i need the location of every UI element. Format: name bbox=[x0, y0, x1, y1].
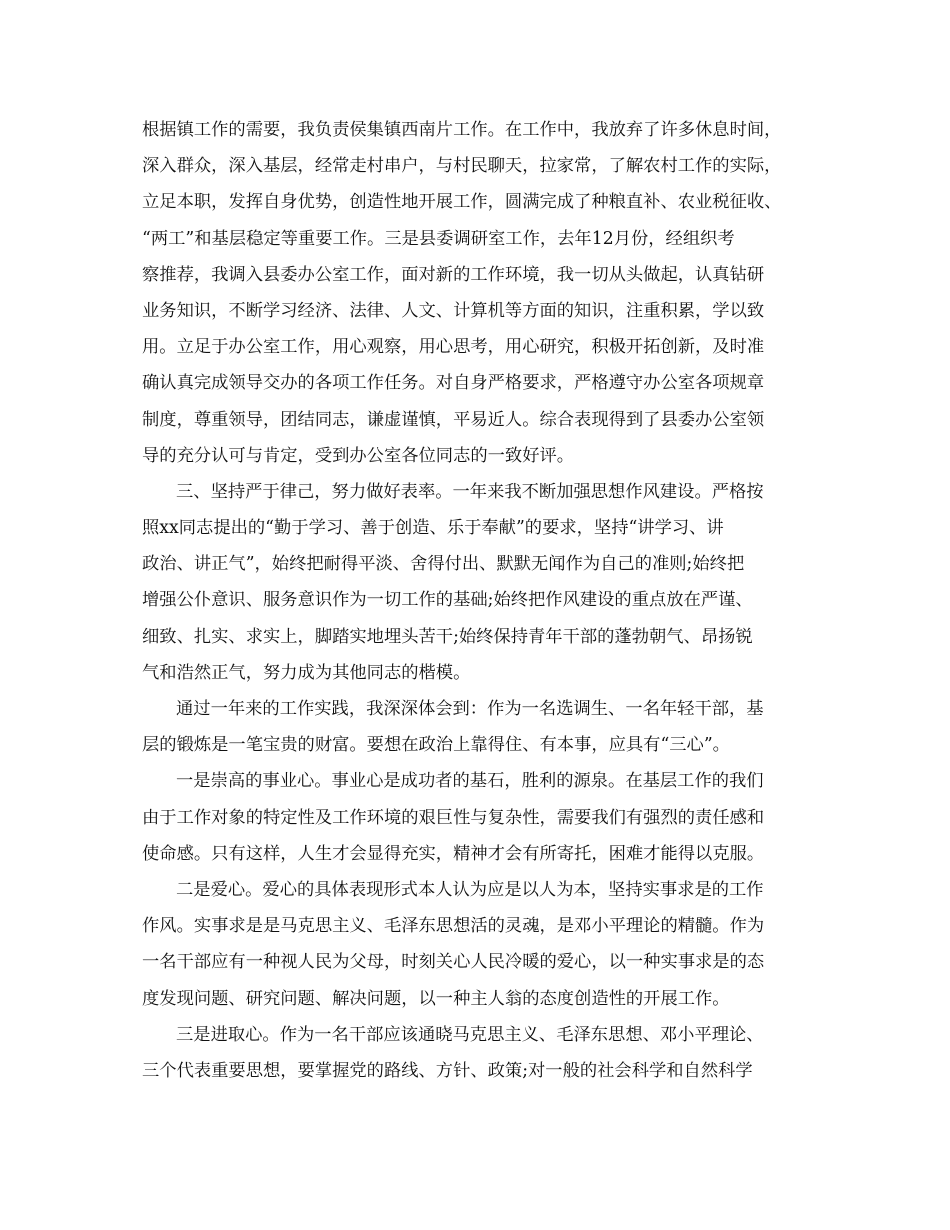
text-line: 使命感。只有这样，人生才会显得充实，精神才会有所寄托，困难才能得以克服。 bbox=[142, 843, 765, 864]
text-line: 政治、讲正气”，始终把耐得平淡、舍得付出、默默无闻作为自己的准则;始终把 bbox=[142, 554, 745, 575]
text-line: 一名干部应有一种视人民为父母，时刻关心人民冷暖的爱心，以一种实事求是的态 bbox=[142, 952, 765, 973]
text-line: 确认真完成领导交办的各项工作任务。对自身严格要求，严格遵守办公室各项规章 bbox=[142, 373, 765, 394]
text-line: 照xx同志提出的“勤于学习、善于创造、乐于奉献”的要求，坚持“讲学习、讲 bbox=[142, 518, 724, 539]
text-line: 二是爱心。爱心的具体表现形式本人认为应是以人为本，坚持实事求是的工作 bbox=[176, 879, 764, 900]
text-line: 一是崇高的事业心。事业心是成功者的基石，胜利的源泉。在基层工作的我们 bbox=[176, 771, 764, 792]
text-line: 三、坚持严于律己，努力做好表率。一年来我不断加强思想作风建设。严格按 bbox=[176, 481, 764, 502]
text-line: 作风。实事求是是马克思主义、毛泽东思想活的灵魂，是邓小平理论的精髓。作为 bbox=[142, 916, 765, 937]
text-line: 深入群众，深入基层，经常走村串户，与村民聊天，拉家常，了解农村工作的实际， bbox=[142, 156, 782, 177]
text-line: 察推荐，我调入县委办公室工作，面对新的工作环境，我一切从头做起，认真钻研 bbox=[142, 264, 765, 285]
text-line: 立足本职，发挥自身优势，创造性地开展工作，圆满完成了种粮直补、农业税征收、 bbox=[142, 192, 782, 213]
text-line: 制度，尊重领导，团结同志，谦虚谨慎，平易近人。综合表现得到了县委办公室领 bbox=[142, 409, 765, 430]
text-line: 度发现问题、研究问题、解决问题，以一种主人翁的态度创造性的开展工作。 bbox=[142, 988, 730, 1009]
document-body bbox=[142, 112, 818, 1089]
text-line: 通过一年来的工作实践，我深深体会到：作为一名选调生、一名年轻干部，基 bbox=[176, 699, 764, 719]
text-line: 气和浩然正气，努力成为其他同志的楷模。 bbox=[142, 662, 471, 683]
text-line: 细致、扎实、求实上，脚踏实地埋头苦干;始终保持青年干部的蓬勃朝气、昂扬锐 bbox=[142, 626, 753, 647]
text-line: 增强公仆意识、服务意识作为一切工作的基础;始终把作风建设的重点放在严谨、 bbox=[142, 590, 753, 611]
text-line: “两工”和基层稳定等重要工作。三是县委调研室工作，去年12月份，经组织考 bbox=[142, 228, 735, 249]
text-line: 由于工作对象的特定性及工作环境的艰巨性与复杂性，需要我们有强烈的责任感和 bbox=[142, 807, 765, 828]
text-line: 根据镇工作的需要，我负责侯集镇西南片工作。在工作中，我放弃了许多休息时间， bbox=[142, 120, 782, 140]
text-line: 导的充分认可与肯定，受到办公室各位同志的一致好评。 bbox=[142, 445, 575, 466]
text-line: 三个代表重要思想，要掌握党的路线、方针、政策;对一般的社会科学和自然科学 bbox=[142, 1060, 753, 1081]
text-line: 层的锻炼是一笔宝贵的财富。要想在政治上靠得住、有本事，应具有“三心”。 bbox=[142, 735, 730, 756]
text-line: 用。立足于办公室工作，用心观察，用心思考，用心研究，积极开拓创新，及时准 bbox=[142, 337, 765, 358]
text-line: 业务知识，不断学习经济、法律、人文、计算机等方面的知识，注重积累，学以致 bbox=[142, 300, 765, 321]
text-line: 三是进取心。作为一名干部应该通晓马克思主义、毛泽东思想、邓小平理论、 bbox=[176, 1024, 764, 1045]
